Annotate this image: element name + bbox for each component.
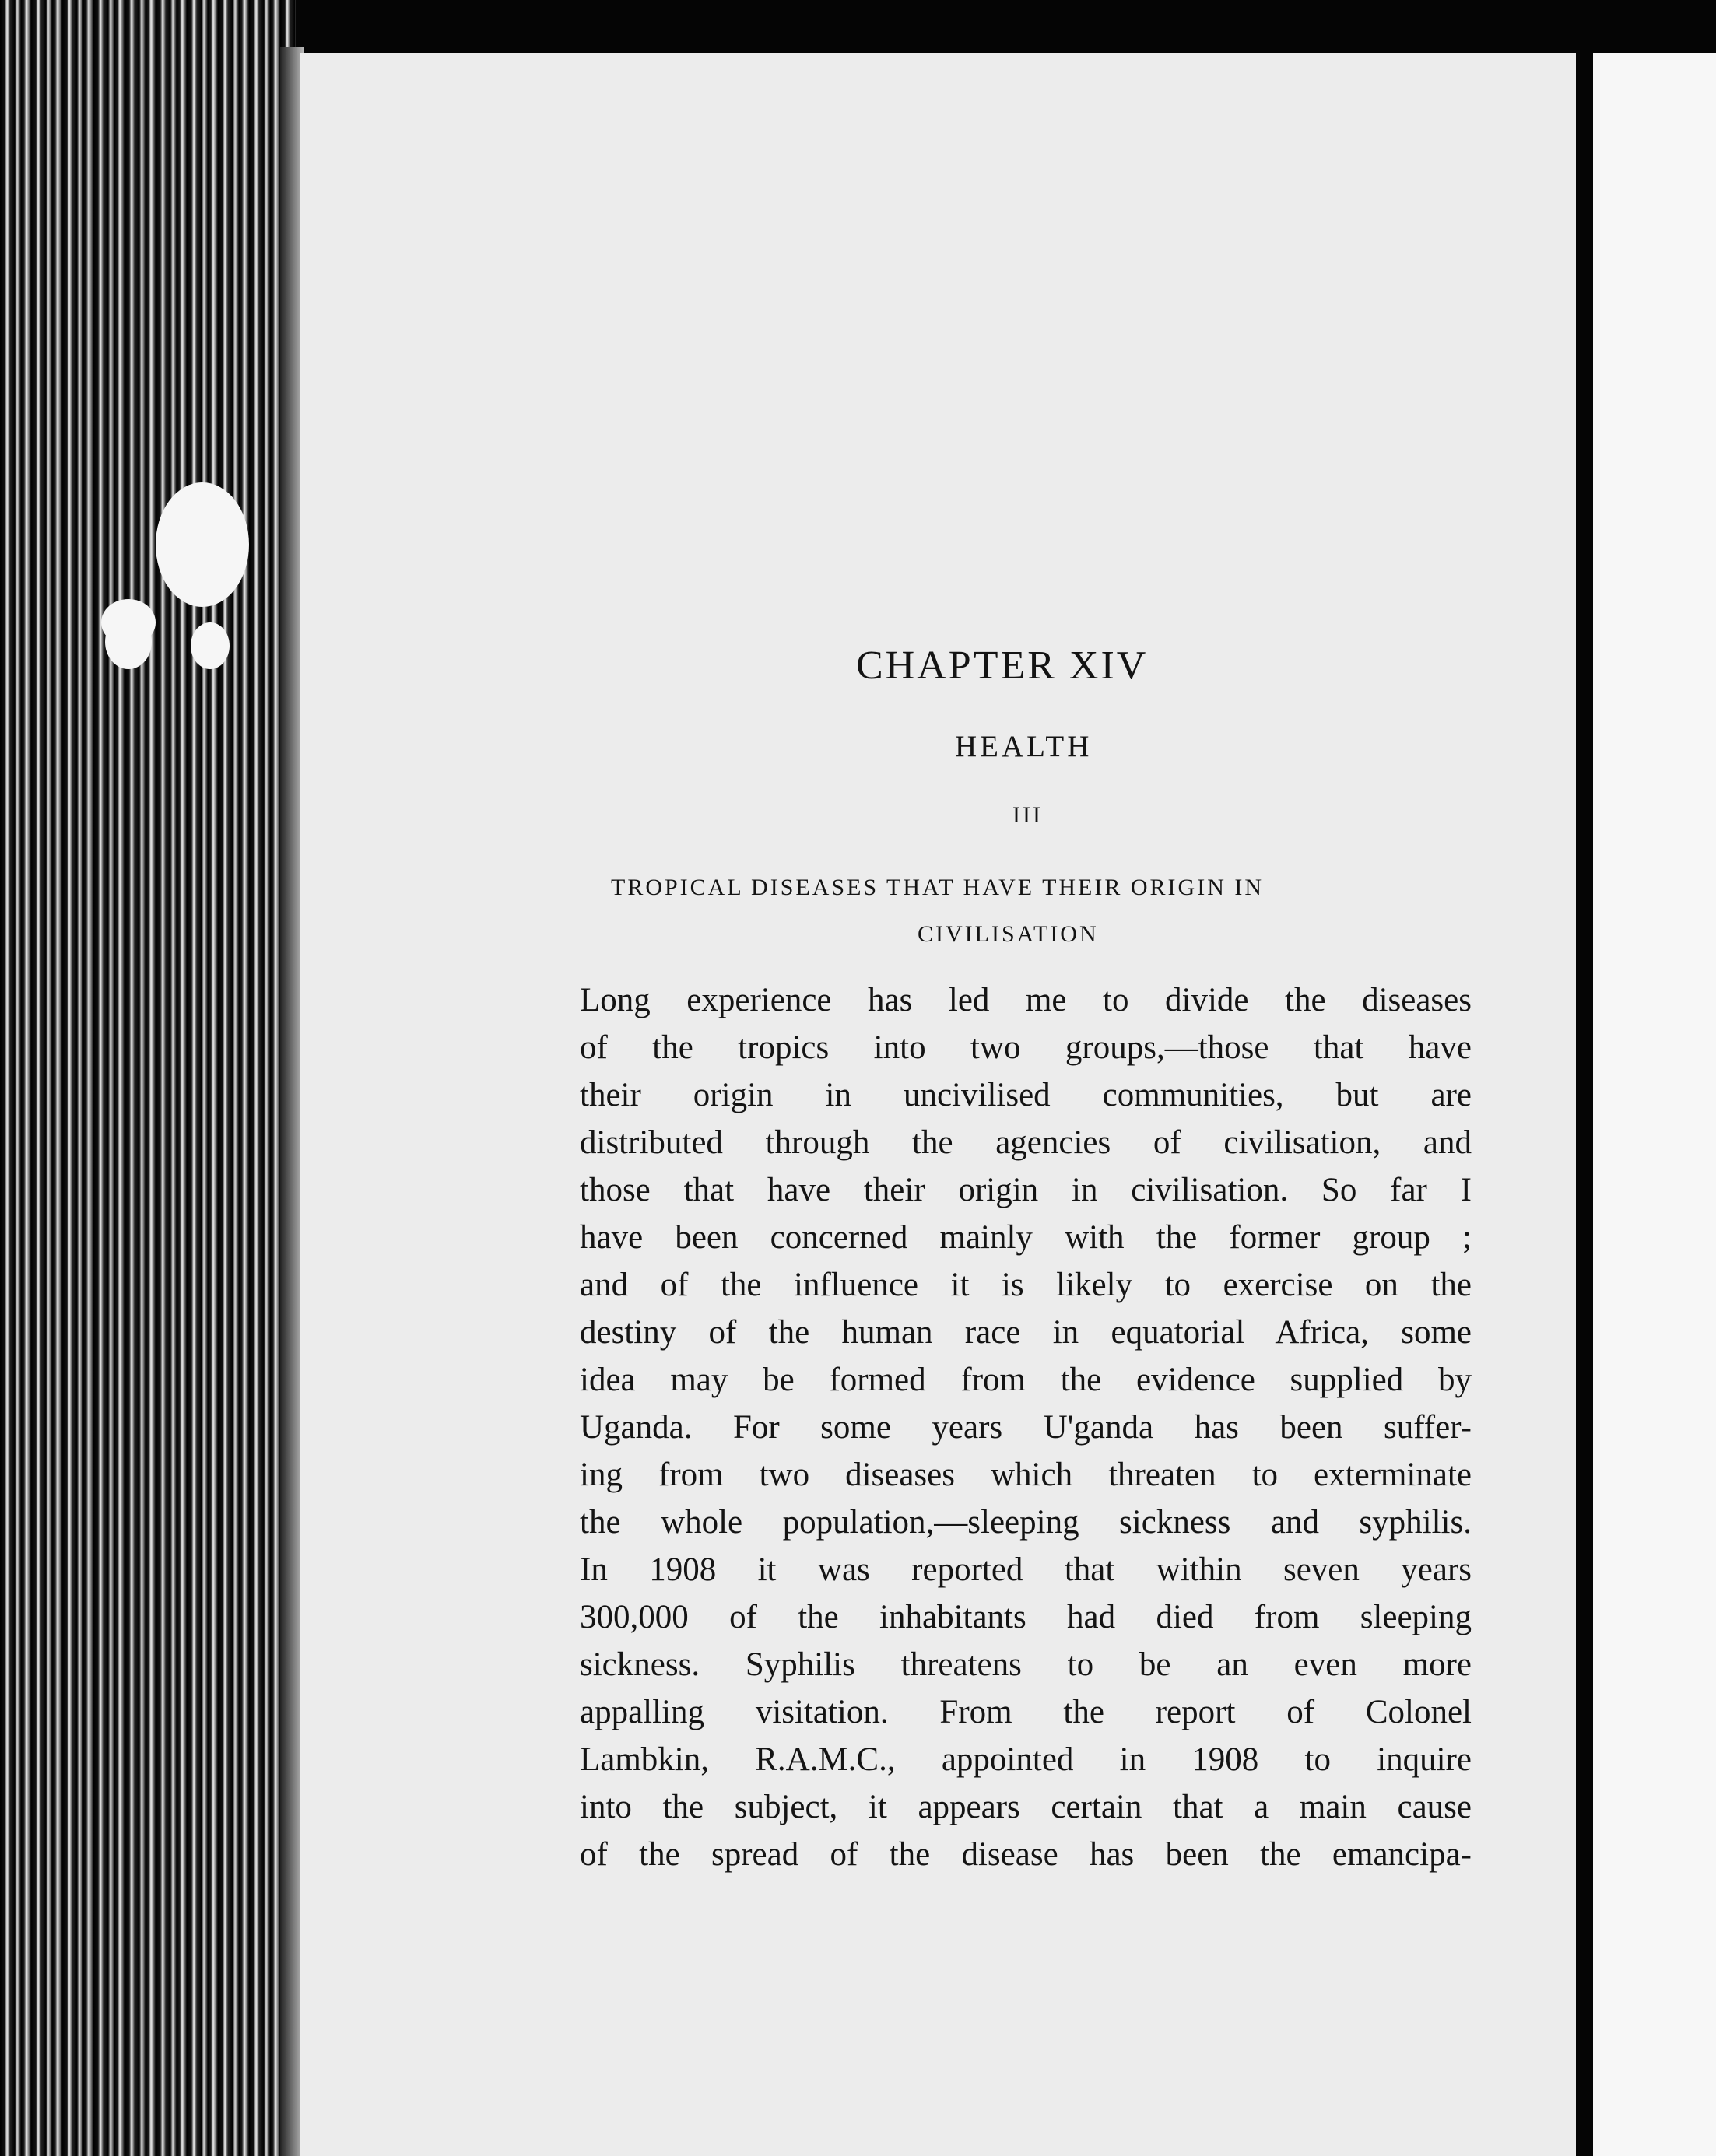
body-text-line: appalling visitation. From the report of Colonel	[580, 1694, 1472, 1730]
scan-binding-bar	[1576, 53, 1593, 2156]
facing-page-edge	[1593, 53, 1716, 2156]
chapter-subtitle-line: TROPICAL DISEASES THAT HAVE THEIR ORIGIN IN	[611, 875, 1265, 900]
body-text-line: and of the influence it is likely to exercise on the	[580, 1267, 1472, 1303]
body-text-line: ing from two diseases which threaten to exterminate	[580, 1457, 1472, 1493]
chapter-subtitle-line: CIVILISATION	[918, 921, 1099, 947]
body-text-line: distributed through the agencies of civilisation, and	[580, 1124, 1472, 1161]
section-title: HEALTH	[955, 730, 1093, 763]
body-text-line: In 1908 it was reported that within seven years	[580, 1551, 1472, 1588]
body-text-line: the whole population,—sleeping sickness and syphilis.	[580, 1504, 1472, 1541]
body-text-line: of the spread of the disease has been the emancipa-	[580, 1836, 1472, 1873]
body-text-line: Uganda. For some years U'ganda has been suffer-	[580, 1409, 1472, 1446]
body-text-line: 300,000 of the inhabitants had died from sleeping	[580, 1599, 1472, 1635]
chapter-number: CHAPTER XIV	[856, 643, 1149, 688]
body-text-line: those that have their origin in civilisation. So far I	[580, 1172, 1472, 1208]
body-text-line: into the subject, it appears certain that a main cause	[580, 1789, 1472, 1825]
body-text-line: idea may be formed from the evidence supplied by	[580, 1362, 1472, 1398]
body-text-line: have been concerned mainly with the former group ;	[580, 1219, 1472, 1256]
body-text-line: Lambkin, R.A.M.C., appointed in 1908 to inquire	[580, 1741, 1472, 1778]
paper-blot	[156, 482, 249, 607]
body-text-line: their origin in uncivilised communities, but are	[580, 1077, 1472, 1113]
paper-blot	[191, 622, 230, 669]
body-text-line: sickness. Syphilis threatens to be an even more	[580, 1646, 1472, 1683]
paper-blot	[105, 615, 152, 669]
page-edges-stack	[0, 0, 296, 2156]
body-text-line: destiny of the human race in equatorial Africa, some	[580, 1314, 1472, 1351]
part-number: III	[1012, 802, 1043, 828]
body-text-line: of the tropics into two groups,—those that have	[580, 1029, 1472, 1066]
body-text-line: Long experience has led me to divide the diseases	[580, 982, 1472, 1018]
